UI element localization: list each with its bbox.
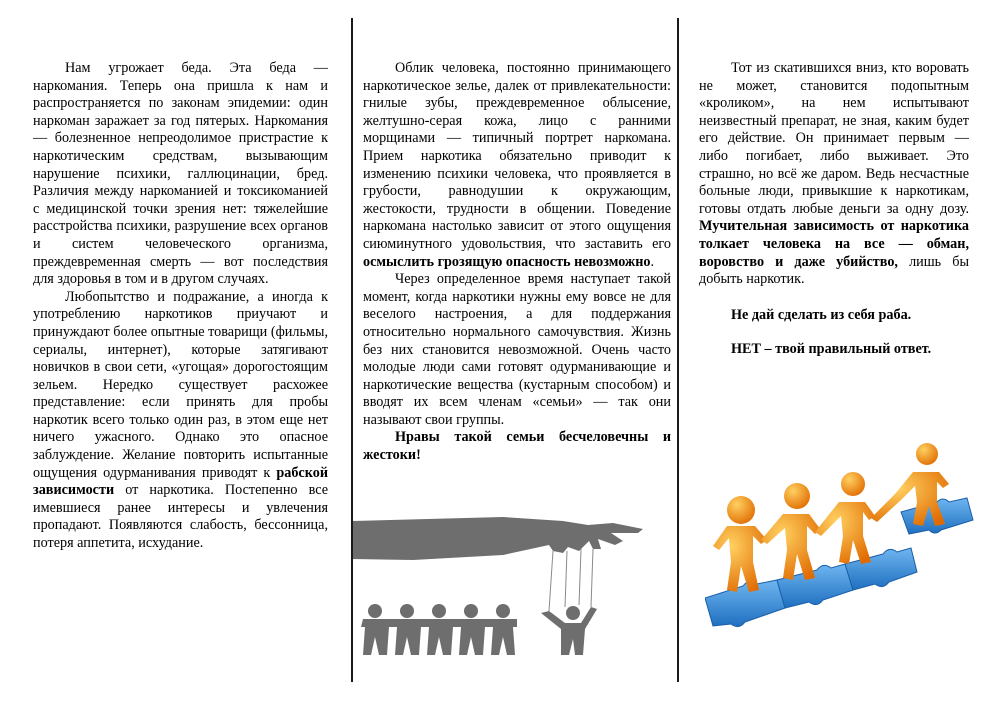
col3-p1-text-a: Тот из скатившихся вниз, кто воровать не может, становится подопытным «кроликом», на нем испытывают неизвестный препарат, не зная, каким будет его действие. Он принимает первым — либо погибает, либо выживает. Это страшно, но всё же даром. Ведь несчастные больные люди, привыкшие к наркотикам, готовы отдать любые деньги за одну дозу.: [699, 60, 969, 217]
col3-slogan-2: НЕТ – твой правильный ответ.: [731, 341, 932, 358]
col1-p2-text-b: от наркотика. Постепенно все имевшиеся ранее интересы и увлечения пропадают. Появляются слабость, бессонница, потеря аппетита, исхудание.: [33, 482, 328, 552]
column-1: [33, 60, 328, 553]
col2-paragraph-2: Через определенное время наступает такой момент, когда наркотики нужны ему вовсе не для веселого настроения, а для поддержания относительно нормального самочувствия. Жизнь без них становится невозможной. Очень часто молодые люди сами готовят одурманивающие и наркотические вещества (кустарным способом) и вводят их всем членам «семьи» — так они называют свои группы.: [363, 271, 671, 428]
col1-p2-text-a: Любопытство и подражание, а иногда к употреблению наркотиков приучают и принуждают более опытные товарищи (фильмы, сериалы, интернет), которые затягивают новичков в свои сети, «угощая» дорогостоящим зельем. Нередко существует расхожее представление: если принять для пробы наркотик всего только один раз, в этом еще нет ничего ужасного. Однако это опасное заблуждение. Желание повторить испытанные ощущения одурманивания приводят к: [33, 288, 328, 481]
col1-paragraph-1: Нам угрожает беда. Эта беда — наркомания. Теперь она пришла к нам и распространяется по законам эпидемии: один наркоман заражает за год пятерых. Наркомания — болезненное непреодолимое пристрастие к наркотическим средствам, вызывающим нарушение психики, галлюцинации, бред. Различия между наркоманией и токсикоманией с медицинской точки зрения нет: тяжелейшие расстройства психики, разрушение всех органов и систем человеческого организма, преждевременная смерть — вот последствия для здоровья в том и в другом случаях.: [33, 60, 328, 288]
col3-p1-bold: Мучительная зависимость от наркотика толкает человека на все — обман, воровство и даже убийство,: [699, 218, 969, 270]
column-divider-right: [677, 18, 679, 682]
col2-p1-text-a: Облик человека, постоянно принимающего наркотическое зелье, далек от привлекательности: гнилые зубы, преждевременное облысение, желтушно-серая кожа, лицо с ранними морщинами — типичный портрет наркомана. Прием наркотика обязательно приводит к изменению психики человека, что проявляется в грубости, равнодушии к окружающим, жестокости, трудности в общении. Поведение наркомана настолько зависит от этого ощущения сиюминутного удовольствия, что заставить его: [363, 60, 671, 252]
col1-paragraph-2: [33, 289, 328, 553]
col3-p1-text-b: лишь бы добыть наркотик.: [699, 253, 969, 288]
col3-paragraph-1: [699, 60, 969, 289]
marionette-figure: [541, 606, 597, 655]
hand-icon: [353, 517, 643, 560]
col2-paragraph-1: [363, 60, 671, 271]
col2-paragraph-3: [363, 429, 671, 464]
puzzle-climbers-illustration: [705, 440, 975, 635]
col2-p3-bold: Нравы такой семьи бесчеловечны и жестоки!: [363, 429, 671, 464]
column-2: [363, 60, 671, 465]
paper-people-chain: [361, 604, 517, 655]
puppet-hand-illustration: [353, 515, 675, 665]
col3-slogan-1: Не дай сделать из себя раба.: [731, 306, 912, 323]
col1-p2-bold: рабской зависимости: [33, 464, 328, 499]
col2-p1-end: .: [650, 253, 655, 270]
column-3: [699, 60, 969, 359]
col2-p1-bold: осмыслить грозящую опасность невозможно: [363, 253, 651, 270]
